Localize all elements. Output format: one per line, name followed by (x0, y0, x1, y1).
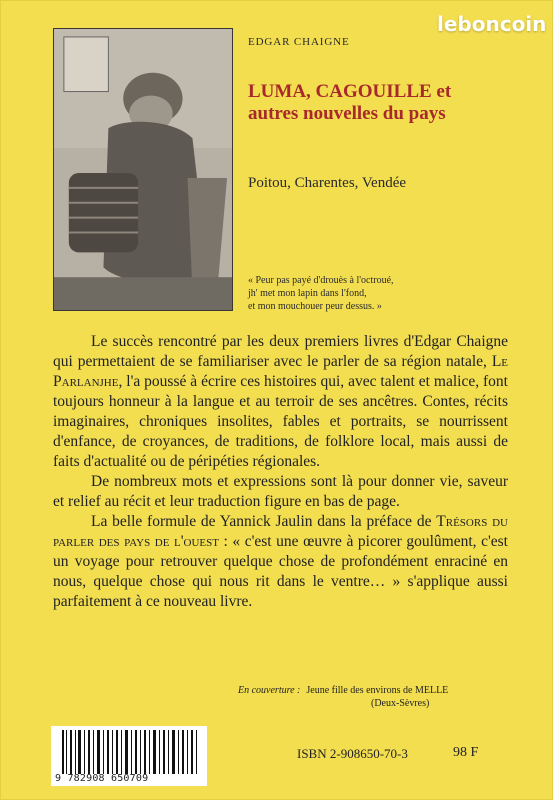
cover-photo (53, 28, 233, 311)
photo-illustration (54, 29, 232, 310)
cover-credit-text: Jeune fille des environs de MELLE (306, 685, 449, 696)
book-reference-tresors: Trésors du parler des pays de l'ouest (53, 513, 508, 550)
isbn: ISBN 2-908650-70-3 (297, 746, 408, 761)
paragraph-text: : « c'est une œuvre à picorer goulûment, c'est un voyage pour retrouver quelque chose de profondément enraciné en nous, quelque chose qui nous rit dans le ventre… » s'applique aussi parfaitement à ce nouveau livre. (53, 533, 508, 610)
quote-line: et mon mouchouer peur dessus. » (248, 301, 382, 312)
paragraph-text: La belle formule de Yannick Jaulin dans la préface de (91, 513, 437, 530)
description-paragraph-2: De nombreux mots et expressions sont là pour donner vie, saveur et relief au récit et leur traduction figure en bas de page. (53, 473, 508, 510)
barcode (51, 726, 207, 786)
cover-credit (238, 685, 448, 696)
cover-credit-label: En couverture : (238, 685, 301, 696)
author-name: EDGAR CHAIGNE (248, 36, 350, 48)
description-paragraph-1 (53, 332, 508, 472)
quote (248, 274, 508, 313)
barcode-number: 9 782908 650709 (55, 773, 149, 784)
cover-credit-location: (Deux-Sèvres) (371, 698, 430, 709)
price: 98 F (453, 745, 479, 760)
book-reference-parlanjhe: Le Parlanjhe (53, 353, 508, 390)
book-description (53, 332, 508, 612)
paragraph-text: , l'a poussé à écrire ces histoires qui, avec talent et malice, font toujours honneur à la langue et au terroir de ses ancêtres. Contes, récits imaginaires, chroniques insolites, fables et portraits, se nourrissent d'enfance, de croyances, de traditions, de folklore local, mais aussi de faits d'actualité ou de péripéties régionales. (53, 373, 508, 470)
book-title: LUMA, CAGOUILLE et autres nouvelles du pays (248, 81, 452, 124)
description-paragraph-3 (53, 512, 508, 612)
leboncoin-logo[interactable]: leboncoin (437, 12, 547, 36)
quote-line: « Peur pas payé d'drouès à l'octroué, (248, 275, 394, 286)
quote-line: jh' met mon lapin dans l'fond, (248, 288, 367, 299)
book-subtitle: Poitou, Charentes, Vendée (248, 175, 407, 191)
paragraph-text: Le succès rencontré par les deux premiers livres d'Edgar Chaigne qui permettaient de se familiariser avec le parler de sa région natale, (53, 333, 508, 370)
